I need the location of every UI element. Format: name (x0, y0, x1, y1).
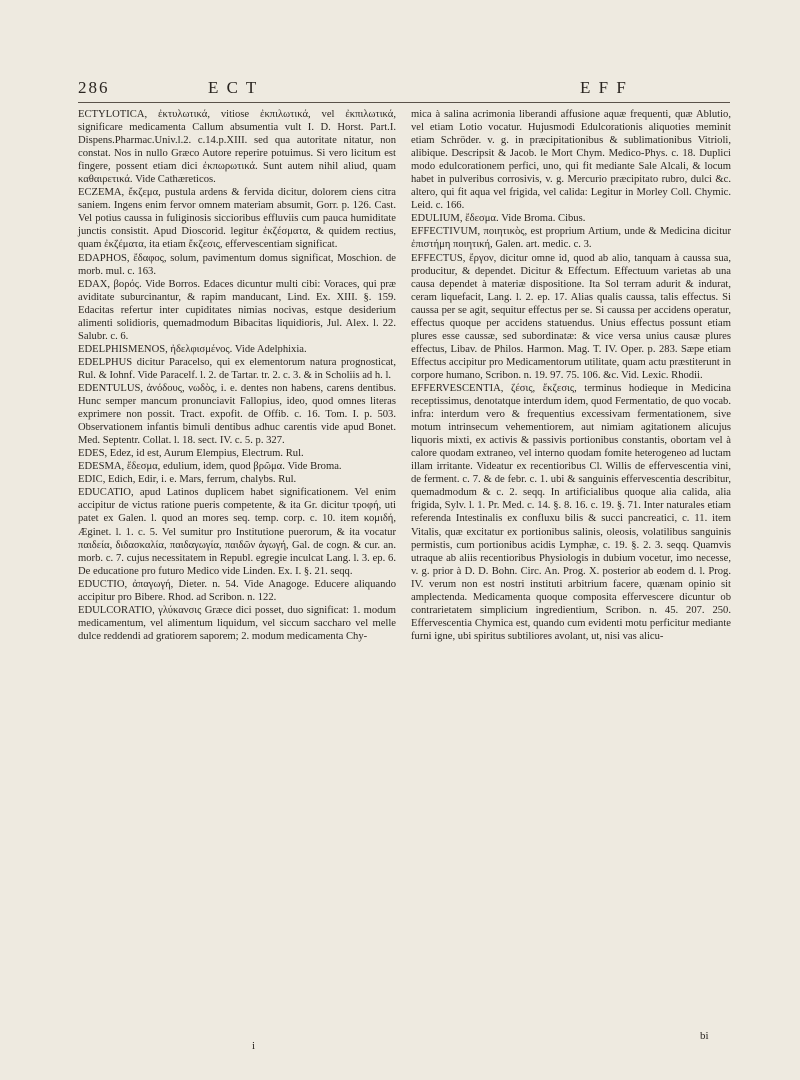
right-column (411, 108, 731, 643)
running-head-left: E C T (208, 78, 259, 97)
entry-edulcoratio: EDULCORATIO, γλύκανσις Græce dici posset, duo significat: 1. modum medicamentum, vel alimentum liquidum, vel siccum saccharo vel melle dulce reddendi ad gratiorem saporem; 2. modum medicamenta Chy- (78, 604, 396, 642)
entry-edic: EDIC, Edich, Edir, i. e. Mars, ferrum, chalybs. Rul. (78, 474, 297, 486)
entry-edaphos: EDAPHOS, ἔδαφος, solum, pavimentum domus significat, Moschion. de morb. mul. c. 163. (78, 252, 396, 277)
entry-edes: EDES, Edez, id est, Aurum Elempius, Electrum. Rul. (78, 448, 304, 460)
entry-eczema: ECZEMA, ἔκζεμα, pustula ardens & fervida dicitur, dolorem ciens citra saniem. Ingens enim fervor omnem materiam absumit, Gorr. p. 126. Cast. Vel potius caussa in fuliginosis siccioribus effluviis cum pauca humiditate junctis consistit. Apud Dioscorid. legitur ἐκζέσματα, & quidem rectius, quam ἐκζέματα, ita etiam ἔκζεσις, effervescentiam significat. (78, 187, 396, 251)
page-number: 286 (78, 78, 110, 97)
entry-effervescentia: EFFERVESCENTIA, ζέσις, ἔκζεσις, terminus hodieque in Medicina receptissimus, denotatque interdum idem, quod Fermentatio, de quo vocab. infra: interdum vero & frequentius excessivam fermentationem, sive motum intrinsecum vehementiorem, aut nimiam agitationem alicujus liquoris mixti, ex activis & passivis portionibus constantis, obortam vel à calore quodam extraneo, vel interno quodam fomite heterogeneo ad luctam illam irritante. Videatur ex recentioribus Cl. Willis de effervescentia vini, de ferment. c. 7. & de febr. c. 1. ubi & sanguinis effervescentia describitur, quemadmodum & c. 2. seqq. In artificialibus quoque alia calida, alia frigida, Sylv. l. 1. Pr. Med. c. 14. §. 8. 16. c. 19. §. 71. Inter naturales etiam referenda Intestinalis ex confluxu bilis & succi pancreatici, c. 11. item Vitalis, quæ excitatur ex portionibus salinis, oleosis, volatilibus sanguinis permistis, cum portionibus acidis Lymphæ, c. 19. §. 2. 3. seqq. Quamvis utraque ab aliis recentioribus Physiologis in dubium vocetur, imo necesse, v. g. prior à D. D. Bohn. Circ. An. Prog. X. posterior ab eodem d. l. Prog. IV. verum non est nostri instituti arbitrium facere, quænam opinio sit amplectenda. Medicamenta quoque composita effervescere dicuntur ob contrarietatem simplicium ingredientium, Scribon. n. 45. 207. 250. Effervescentia Chymica est, quando cum evidenti motu perficitur mediante furni igne, ubi spiritus subtiliores avolant, ut, nisi vas alicu- (411, 382, 731, 642)
page-header (0, 0, 800, 100)
left-column (78, 108, 396, 643)
entry-edelphismenos: EDELPHISMENOS, ἠδελφισμένος. Vide Adelphixia. (78, 343, 307, 355)
entry-edesma: EDESMA, ἔδεσμα, edulium, idem, quod βρῶμα. Vide Broma. (78, 461, 342, 473)
entry-edelphus: EDELPHUS dicitur Paracelso, qui ex elementorum natura prognosticat, Rul. & Iohnf. Vide Paracelf. l. 2. de Tartar. tr. 2. c. 3. & in Scholiis ad h. l. (78, 356, 396, 381)
entry-ectylotica: ECTYLOTICA, ἐκτυλωτικά, vitiose ἐκπιλωτικά, vel ἐκπιλωτικά, significare medicamenta Callum absumentia vult I. D. Horst. Part.I. Dispens.Pharmac.Univ.l.2. c.14.p.XIII. sed qua autoritate nitatur, non constat. Nos in nullo Græco Autore reperire potuimus. Si vero licitum est fingere, possent etiam dici ἐκπωρωτικά. Sunt autem nihil aliud, quam καθαιρετικά. Vide Cathæreticos. (78, 109, 396, 186)
entry-edax: EDAX, βορός. Vide Borros. Edaces dicuntur multi cibi: Voraces, qui præ aviditate suburcinantur, & rapim manducant, Lind. Ex. XIII. §. 159. Edacitas refertur inter cupiditates nimias nocivas, estque desiderium alimenti solidioris, quemadmodum Bibacitas liquidioris, Jul. Alex. l. 22. Salubr. c. 6. (78, 278, 396, 342)
entry-edentulus: EDENTULUS, ἀνόδους, νωδὸς, i. e. dentes non habens, carens dentibus. Hunc semper mancum pronunciavit Fallopius, ideo, quod omnes literas exprimere non possit. Tract. expofit. de Offib. c. 16. Tom. I. p. 503. Observationem infantis bimuli dentibus adhuc carentis vide apud Bonet. Med. Septentr. Collat. l. 18. sect. IV. c. 5. p. 327. (78, 382, 396, 447)
entry-effectivum: EFFECTIVUM, ποιητικὸς, est proprium Artium, unde & Medicina dicitur ἐπιστήμη ποιητική, Galen. art. medic. c. 3. (411, 226, 731, 251)
entry-edulcoratio-cont: mica à salina acrimonia liberandi affusione aquæ frequenti, quæ Ablutio, vel etiam Lotio vocatur. Hujusmodi Edulcorationis aliquoties meminit etiam Schröder. v. g. in præcipitationibus & sublimationibus Vitrioli, alibique. Descripsit & Jacob. le Mort Chym. Medico-Phys. c. 18. Duplici modo edulcorationem perfici, uno, qui fit mediante Sale Alcali, & locum habet in pulveribus corrosivis, v. g. Mercurio præcipitato rubro, dulci &c. altero, qui fit aqua vel frigida, vel calida: Legitur in Morley Coll. Chymic. Leid. c. 166. (411, 109, 731, 212)
signature-mark: i (252, 1040, 256, 1052)
entry-edulium: EDULIUM, ἔδεσμα. Vide Broma. Cibus. (411, 213, 586, 225)
running-head-right: E F F (580, 78, 628, 97)
entry-effectus: EFFECTUS, ἔργον, dicitur omne id, quod ab alio, tanquam à caussa sua, producitur, & dependet. Dicitur & Effectum. Effectuum varietas ab una causa dependet à materiæ dispositione. Ita Sol terram adurit & indurat, ceram liquefacit, Lang. l. 2. ep. 17. Alias qualis caussa, talis effectus. Si caussa per se agit, sequitur effectus per se. Si caussa per accidens operatur, effectus quoque per accidens statuendus. Unius effectus possunt etiam plures esse caussæ, sed subordinatæ: & vice versa unius causæ plures effectus, Libav. de Philos. Harmon. Mag. T. IV. Oper. p. 283. Sæpe etiam Effectus accipitur pro Medicamentorum utilitate, quam actu præstiterunt in corpore humano, Scribon. n. 19. 97. 75. 106. &c. Vid. Lexic. Rhodii. (411, 252, 731, 381)
entry-educatio: EDUCATIO, apud Latinos duplicem habet significationem. Vel enim accipitur de victus ratione pueris competente, & ita Gr. dicitur τροφή, uti patet ex Galen. l. quod an mores seq. temp. corp. c. 10. item κομιδή, Æginet. l. 1. c. 5. Vel sumitur pro Institutione puerorum, & ita vocatur παιδεία, διδασκαλία, παιδαγωγία, παιδῶν ἀγωγή, Gal. de cogn. & cur. an. morb. c. 7. cujus necessitatem in Republ. egregie inculcat Lang. l. 3. ep. 6. De educatione pro futuro Medico vide Linden. Ex. I. §. 21. seqq. (78, 487, 396, 577)
catchword: bi (700, 1030, 709, 1042)
header-rule (78, 102, 730, 103)
entry-eductio: EDUCTIO, ἀπαγωγή, Dieter. n. 54. Vide Anagoge. Educere aliquando accipitur pro Bibere. Rhod. ad Scribon. n. 122. (78, 578, 396, 603)
